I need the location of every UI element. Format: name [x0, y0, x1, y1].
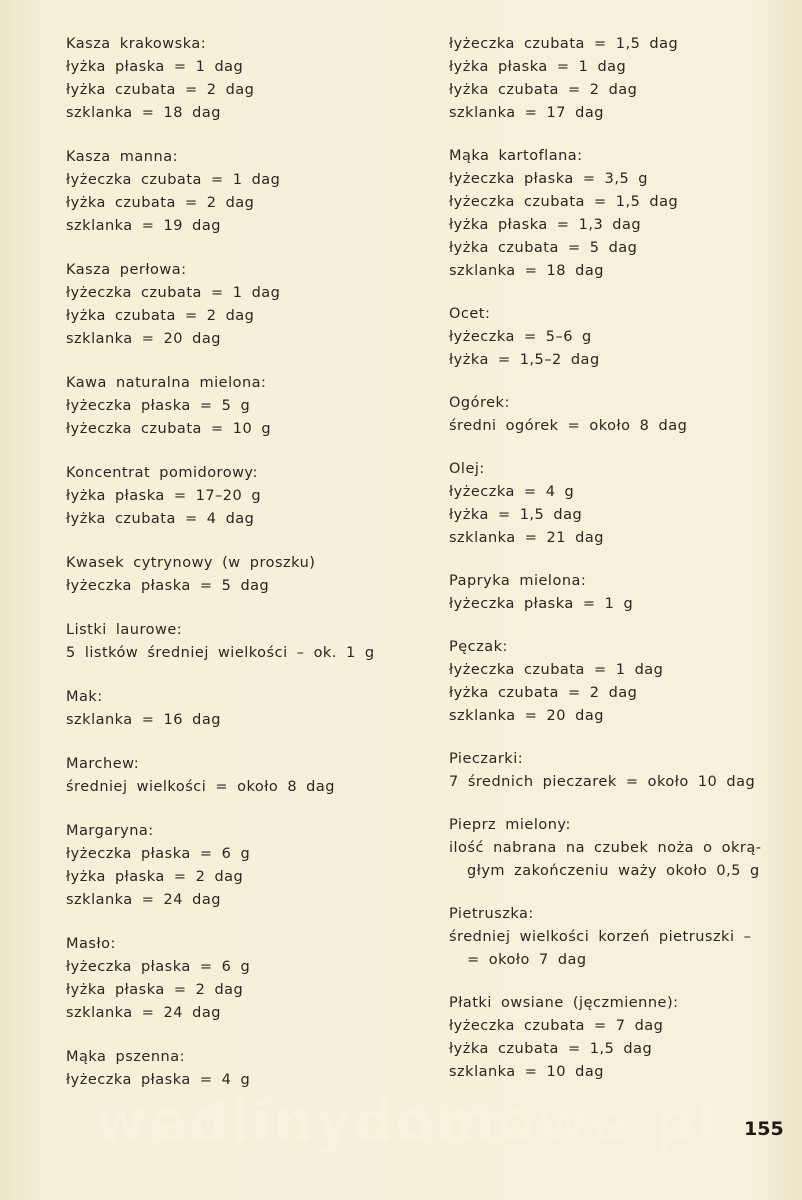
measure-line: szklanka = 24 dag: [66, 1005, 221, 1021]
measure-line: łyżeczka płaska = 6 g: [66, 846, 251, 862]
measure-line: łyżeczka płaska = 3,5 g: [449, 171, 648, 187]
measure-line: łyżka płaska = 1 dag: [66, 59, 244, 75]
measure-line: łyżka czubata = 1,5 dag: [449, 1041, 653, 1057]
ingredient-title: Kawa naturalna mielona:: [66, 375, 267, 391]
measure-line: szklanka = 16 dag: [66, 712, 221, 728]
measure-line: łyżeczka płaska = 5 dag: [66, 578, 270, 594]
ingredient-title: Masło:: [66, 936, 116, 952]
measure-line: łyżka płaska = 2 dag: [66, 982, 244, 998]
ingredient-section: [449, 145, 789, 283]
measure-line: łyżeczka czubata = 1 dag: [66, 172, 281, 188]
measure-line: łyżka płaska = 2 dag: [66, 869, 244, 885]
ingredient-title: Margaryna:: [66, 823, 154, 839]
measure-line: łyżka = 1,5 dag: [449, 507, 583, 523]
measure-line: łyżeczka czubata = 1 dag: [449, 662, 664, 678]
ingredient-section: [66, 146, 416, 238]
measure-line: średni ogórek = około 8 dag: [449, 418, 688, 434]
measure-line: łyżeczka czubata = 10 g: [66, 421, 272, 437]
ingredient-section: [66, 686, 416, 732]
ingredient-title: Mąka pszenna:: [66, 1049, 185, 1065]
measure-line: 5 listków średniej wielkości – ok. 1 g: [66, 645, 375, 661]
measure-line: łyżka czubata = 4 dag: [66, 511, 255, 527]
measure-line: łyżka czubata = 2 dag: [449, 82, 638, 98]
ingredient-section: [449, 392, 789, 438]
ingredient-title: Papryka mielona:: [449, 573, 587, 589]
measure-line: łyżka płaska = 1,3 dag: [449, 217, 642, 233]
ingredient-title: Ocet:: [449, 306, 491, 322]
measure-line: szklanka = 21 dag: [449, 530, 604, 546]
measure-line: średniej wielkości korzeń pietruszki –: [449, 929, 752, 945]
ingredient-section: [449, 33, 789, 125]
measure-line: łyżka płaska = 17–20 g: [66, 488, 262, 504]
ingredient-title: Olej:: [449, 461, 485, 477]
measure-line: ilość nabrana na czubek noża o okrą-: [449, 840, 762, 856]
ingredient-section: [66, 933, 416, 1025]
ingredient-title: Kasza perłowa:: [66, 262, 187, 278]
measure-line: łyżka czubata = 5 dag: [449, 240, 638, 256]
ingredient-title: Mąka kartoflana:: [449, 148, 583, 164]
measure-line: łyżeczka czubata = 1,5 dag: [449, 36, 679, 52]
ingredient-title: Pieczarki:: [449, 751, 524, 767]
ingredient-title: Pieprz mielony:: [449, 817, 571, 833]
watermark: wedlinydomowe.pl: [95, 1090, 718, 1155]
measure-line: średniej wielkości = około 8 dag: [66, 779, 335, 795]
measure-line: łyżeczka czubata = 1 dag: [66, 285, 281, 301]
ingredient-title: Marchew:: [66, 756, 140, 772]
left-column: [66, 33, 416, 1113]
measure-line: szklanka = 19 dag: [66, 218, 221, 234]
ingredient-section: [66, 820, 416, 912]
measure-line: szklanka = 20 dag: [66, 331, 221, 347]
measure-line: łyżeczka płaska = 1 g: [449, 596, 634, 612]
ingredient-section: [66, 552, 416, 598]
measure-line: łyżka czubata = 2 dag: [66, 195, 255, 211]
ingredient-section: [66, 372, 416, 441]
measure-line: szklanka = 18 dag: [449, 263, 604, 279]
ingredient-title: Listki laurowe:: [66, 622, 183, 638]
measure-line: łyżeczka czubata = 1,5 dag: [449, 194, 679, 210]
measure-line: łyżeczka płaska = 4 g: [66, 1072, 251, 1088]
measure-line: szklanka = 18 dag: [66, 105, 221, 121]
measure-line: łyżka płaska = 1 dag: [449, 59, 627, 75]
ingredient-title: Kasza krakowska:: [66, 36, 207, 52]
ingredient-section: [66, 462, 416, 531]
measure-line: łyżka czubata = 2 dag: [449, 685, 638, 701]
ingredient-title: Mak:: [66, 689, 103, 705]
measure-line: głym zakończeniu waży około 0,5 g: [467, 863, 760, 879]
ingredient-title: Ogórek:: [449, 395, 510, 411]
measure-line: szklanka = 17 dag: [449, 105, 604, 121]
ingredient-section: [449, 570, 789, 616]
measure-line: szklanka = 20 dag: [449, 708, 604, 724]
ingredient-section: [449, 636, 789, 728]
ingredient-title: Kwasek cytrynowy (w proszku): [66, 555, 316, 571]
measure-line: łyżeczka płaska = 5 g: [66, 398, 251, 414]
ingredient-title: Pęczak:: [449, 639, 508, 655]
ingredient-section: [449, 992, 789, 1084]
measure-line: łyżeczka płaska = 6 g: [66, 959, 251, 975]
ingredient-title: Kasza manna:: [66, 149, 178, 165]
ingredient-section: [449, 303, 789, 372]
ingredient-section: [66, 259, 416, 351]
measure-line: łyżka = 1,5–2 dag: [449, 352, 600, 368]
right-column: [449, 33, 789, 1104]
measure-line: łyżka czubata = 2 dag: [66, 82, 255, 98]
measure-line: = około 7 dag: [467, 952, 587, 968]
measure-line: szklanka = 10 dag: [449, 1064, 604, 1080]
measure-line: szklanka = 24 dag: [66, 892, 221, 908]
measure-line: łyżka czubata = 2 dag: [66, 308, 255, 324]
ingredient-section: [66, 33, 416, 125]
ingredient-section: [66, 1046, 416, 1092]
page-number: 155: [744, 1118, 784, 1140]
ingredient-title: Pietruszka:: [449, 906, 534, 922]
ingredient-section: [449, 903, 789, 972]
measure-line: łyżeczka czubata = 7 dag: [449, 1018, 664, 1034]
ingredient-title: Koncentrat pomidorowy:: [66, 465, 258, 481]
ingredient-section: [449, 458, 789, 550]
ingredient-section: [66, 753, 416, 799]
measure-line: łyżeczka = 4 g: [449, 484, 575, 500]
ingredient-section: [66, 619, 416, 665]
ingredient-section: [449, 748, 789, 794]
ingredient-title: Płatki owsiane (jęczmienne):: [449, 995, 679, 1011]
measure-line: łyżeczka = 5–6 g: [449, 329, 592, 345]
measure-line: 7 średnich pieczarek = około 10 dag: [449, 774, 756, 790]
ingredient-section: [449, 814, 789, 883]
